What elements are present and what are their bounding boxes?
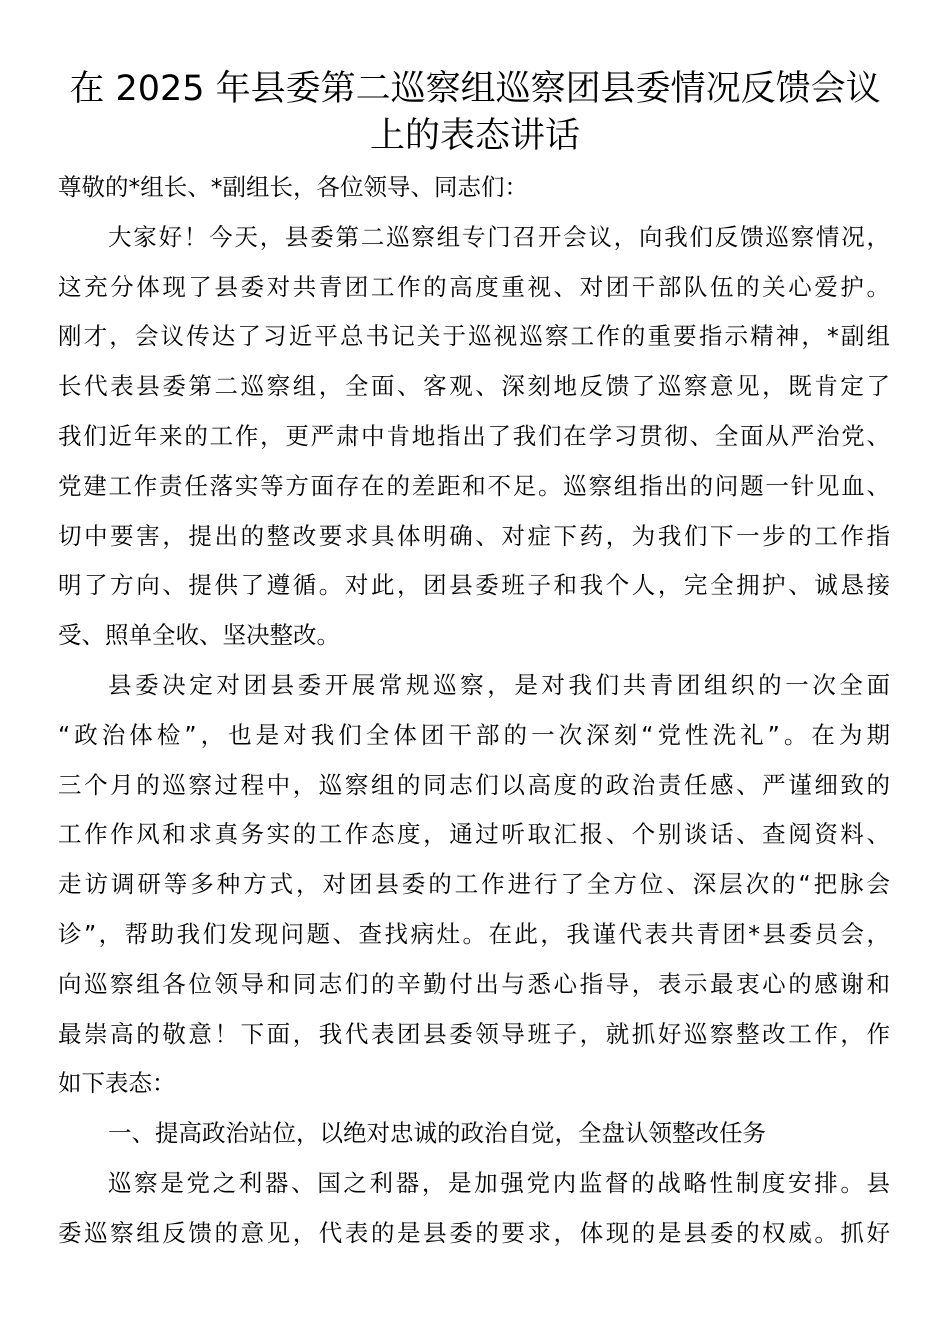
text-line: 工作作风和求真务实的工作态度，通过听取汇报、个别谈话、查阅资料、 [58, 820, 890, 849]
text-line: 向巡察组各位领导和同志们的辛勤付出与悉心指导，表示最衷心的感谢和 [58, 969, 890, 998]
document-body [58, 163, 890, 1259]
text-line: “政治体检”，也是对我们全体团干部的一次深刻“党性洗礼”。在为期 [58, 720, 890, 749]
title-line: 在 2025 年县委第二巡察组巡察团县委情况反馈会议 [69, 69, 881, 109]
text-line: 最崇高的敬意！下面，我代表团县委领导班子，就抓好巡察整改工作，作 [58, 1019, 890, 1048]
text-line: 我们近年来的工作，更严肃中肯地指出了我们在学习贯彻、全面从严治党、 [58, 421, 890, 450]
text-line: 大家好！今天，县委第二巡察组专门召开会议，向我们反馈巡察情况， [108, 222, 890, 251]
text-line: 切中要害，提出的整改要求具体明确、对症下药，为我们下一步的工作指 [58, 521, 890, 550]
text-line: 诊”，帮助我们发现问题、查找病灶。在此，我谨代表共青团*县委员会， [58, 919, 890, 948]
text-line: 巡察是党之利器、国之利器，是加强党内监督的战略性制度安排。县 [108, 1168, 890, 1197]
text-line: 长代表县委第二巡察组，全面、客观、深刻地反馈了巡察意见，既肯定了 [58, 372, 890, 401]
section-heading [58, 1109, 890, 1159]
document-title [40, 66, 910, 160]
text-line: 走访调研等多种方式，对团县委的工作进行了全方位、深层次的“把脉会 [58, 870, 890, 899]
text-line: 党建工作责任落实等方面存在的差距和不足。巡察组指出的问题一针见血、 [58, 471, 890, 500]
text-line: 委巡察组反馈的意见，代表的是县委的要求，体现的是县委的权威。抓好 [58, 1218, 890, 1247]
paragraph [58, 1159, 890, 1259]
text-line: 县委决定对团县委开展常规巡察，是对我们共青团组织的一次全面 [108, 670, 890, 699]
paragraph [58, 213, 890, 661]
paragraph [58, 661, 890, 1109]
greeting: 尊敬的*组长、*副组长，各位领导、同志们： [58, 173, 528, 201]
text-line: 一、提高政治站位，以绝对忠诚的政治自觉，全盘认领整改任务 [108, 1119, 766, 1148]
text-line: 这充分体现了县委对共青团工作的高度重视、对团干部队伍的关心爱护。 [58, 272, 890, 301]
text-line: 明了方向、提供了遵循。对此，团县委班子和我个人，完全拥护、诚恳接 [58, 571, 890, 600]
text-line: 三个月的巡察过程中，巡察组的同志们以高度的政治责任感、严谨细致的 [58, 770, 890, 799]
text-line: 如下表态： [58, 1069, 176, 1098]
title-line: 上的表态讲话 [369, 116, 580, 156]
text-line: 受、照单全收、坚决整改。 [58, 621, 340, 650]
text-line: 刚才，会议传达了习近平总书记关于巡视巡察工作的重要指示精神，*副组 [58, 322, 890, 351]
